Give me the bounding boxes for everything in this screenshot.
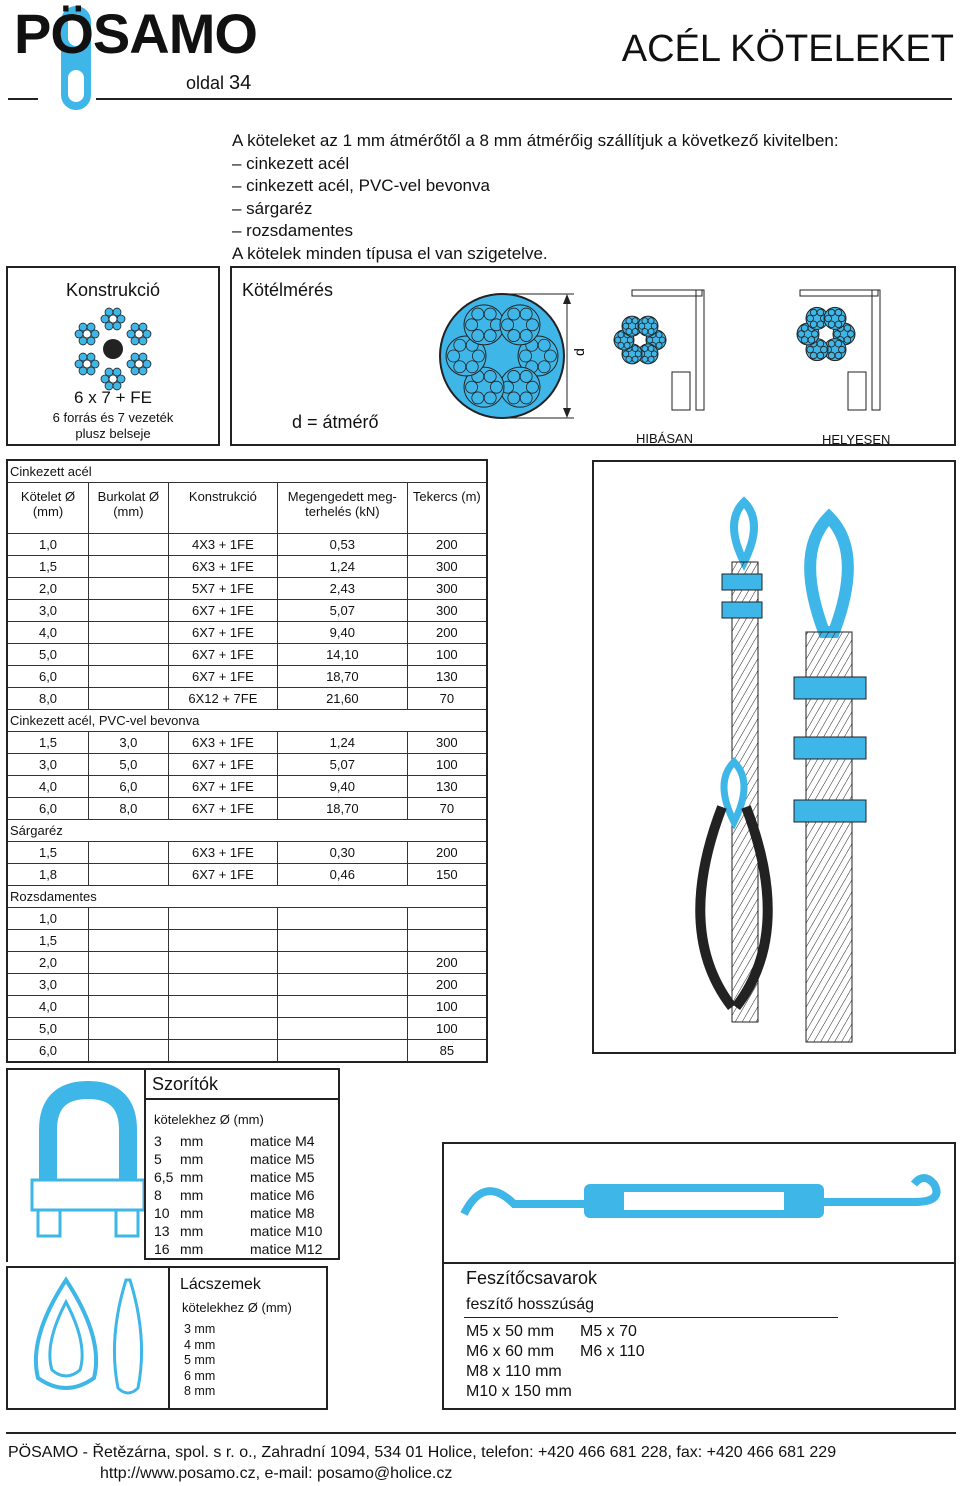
table-cell [89,622,169,644]
measure-box [230,266,956,446]
column-header: Burkolat Ø (mm) [89,483,169,534]
turnbuckles-subtitle: feszítő hosszúság [466,1296,595,1313]
table-cell: 14,10 [278,644,408,666]
clamp-cell: matice M8 [250,1205,315,1221]
table-row [7,534,487,556]
table-cell [278,1018,408,1040]
rope-diameter-icon [402,288,622,428]
table-cell: 85 [407,1040,487,1063]
thimble-size: 4 mm [184,1337,216,1352]
table-cell [168,974,277,996]
table-header-row [7,483,487,534]
table-cell: 5,0 [89,754,169,776]
table-cell [278,1040,408,1063]
table-cell: 21,60 [278,688,408,710]
table-cell: 100 [407,996,487,1018]
table-cell: 6,0 [7,1040,89,1063]
table-cell [168,930,277,952]
table-cell: 0,46 [278,864,408,886]
table-cell: 200 [407,842,487,864]
table-cell: 6X7 + 1FE [168,776,277,798]
table-row [7,908,487,930]
table-row [7,930,487,952]
turnbuckle-illustration-box [442,1142,956,1264]
clamps-title-box [144,1068,340,1100]
footer-line-2: http://www.posamo.cz, e-mail: posamo@holice.cz [100,1465,453,1482]
clamp-cell: 13 [154,1223,170,1239]
clamp-cell: 5 [154,1151,162,1167]
clamp-row [154,1168,340,1186]
table-row [7,1018,487,1040]
clamp-cell: matice M10 [250,1223,323,1239]
table-cell [89,600,169,622]
table-cell [278,930,408,952]
table-row [7,666,487,688]
table-cell: 18,70 [278,798,408,820]
table-cell: 6X3 + 1FE [168,842,277,864]
table-cell: 150 [407,864,487,886]
turnbuckles-list [466,1322,670,1402]
table-cell: 6X7 + 1FE [168,754,277,776]
clamp-row [154,1132,340,1150]
right-label: HELYESEN [822,432,891,447]
construction-desc-2: plusz belseje [75,426,151,441]
table-cell [89,974,169,996]
wire-clamp-icon [8,1070,146,1262]
clamp-cell: mm [180,1187,204,1203]
clamp-cell: 8 [154,1187,162,1203]
section-label: Cinkezett acél [10,464,92,479]
table-cell: 3,0 [7,974,89,996]
table-cell: 4X3 + 1FE [168,534,277,556]
table-cell: 5,0 [7,1018,89,1040]
intro-line: – sárgaréz [232,198,313,218]
clamp-row [154,1150,340,1168]
table-cell: 8,0 [7,688,89,710]
wrong-label: HIBÁSAN [636,431,694,446]
table-row [7,842,487,864]
table-cell: 0,30 [278,842,408,864]
table-cell: 3,0 [7,754,89,776]
intro-line: A kötelek minden típusa el van szigetelve. [232,243,548,263]
thimble-illustration-box [6,1266,170,1410]
rope-loop-illustration-box [592,460,956,1054]
table-cell: 6X3 + 1FE [168,556,277,578]
clamp-cell: mm [180,1151,204,1167]
clamp-cell: mm [180,1205,204,1221]
table-row [7,578,487,600]
table-cell: 300 [407,556,487,578]
table-cell: 5,0 [7,644,89,666]
clamps-list [154,1132,340,1258]
table-cell [278,952,408,974]
table-cell: 4,0 [7,622,89,644]
table-cell: 6X7 + 1FE [168,798,277,820]
table-cell: 3,0 [89,732,169,754]
table-cell [168,1018,277,1040]
table-cell: 300 [407,732,487,754]
rope-section-icon [38,304,188,394]
measure-caption: d = átmérő [292,412,379,432]
table-row [7,798,487,820]
table-cell [89,666,169,688]
table-cell [278,974,408,996]
intro-line: A köteleket az 1 mm átmérőtől a 8 mm átmérőig szállítjuk a következő kivitelben: [232,131,839,150]
column-header: Konstrukció [168,483,277,534]
table-cell: 6X7 + 1FE [168,666,277,688]
header-rule [96,98,952,100]
table-cell: 200 [407,974,487,996]
rope-spec-table [6,459,488,1063]
section-label: Cinkezett acél, PVC-vel bevonva [7,710,487,732]
intro-text [232,130,839,265]
table-cell: 130 [407,776,487,798]
thimble-size: 8 mm [184,1384,216,1398]
construction-desc-1: 6 forrás és 7 vezeték [52,410,174,425]
thimble-icon [8,1268,168,1408]
table-cell: 6X7 + 1FE [168,644,277,666]
table-cell [168,1040,277,1063]
diameter-label: d [571,348,587,356]
table-cell [89,1018,169,1040]
table-cell: 4,0 [7,776,89,798]
table-cell [168,952,277,974]
table-cell: 70 [407,798,487,820]
table-cell [89,996,169,1018]
table-cell: 6X3 + 1FE [168,732,277,754]
table-row [7,622,487,644]
table-row [7,864,487,886]
table-row [7,776,487,798]
turnbuckle-row [466,1382,670,1402]
table-cell: 5,07 [278,600,408,622]
clamp-row [154,1222,340,1240]
table-section-row [7,886,487,908]
clamps-box [144,1098,340,1260]
table-cell [89,930,169,952]
intro-line: – cinkezett acél, PVC-vel bevonva [232,176,490,195]
clamp-row [154,1240,340,1258]
page-number: 34 [229,72,252,94]
caliper-wrong-icon [592,286,712,426]
intro-line: – rozsdamentes [232,221,353,240]
logo-text: PÖSAMO [14,2,257,65]
table-cell: 100 [407,1018,487,1040]
construction-formula: 6 x 7 + FE [74,388,152,407]
header-rule-left [8,98,38,100]
table-cell: 300 [407,600,487,622]
table-cell: 6X7 + 1FE [168,600,277,622]
clamp-cell: matice M12 [250,1241,323,1257]
table-cell [89,688,169,710]
table-cell: 100 [407,754,487,776]
table-cell: 6X7 + 1FE [168,864,277,886]
table-cell [89,864,169,886]
table-cell [278,908,408,930]
caliper-right-icon [780,286,900,426]
thimble-size: 6 mm [184,1368,216,1383]
table-row [7,688,487,710]
page-title: ACÉL KÖTELEKET [621,28,954,70]
table-cell: 3,0 [7,600,89,622]
table-cell [407,908,487,930]
clamp-row [154,1186,340,1204]
table-cell: 5X7 + 1FE [168,578,277,600]
clamp-cell: 16 [154,1241,170,1257]
table-cell [168,996,277,1018]
clamp-cell: 6,5 [154,1169,174,1185]
table-cell [89,556,169,578]
turnbuckles-title: Feszítőcsavarok [466,1268,598,1288]
clamp-row [154,1204,340,1222]
table-cell [407,930,487,952]
table-cell: 4,0 [7,996,89,1018]
intro-line: – cinkezett acél [232,153,350,173]
table-cell: 300 [407,578,487,600]
table-cell: 1,8 [7,864,89,886]
table-section-row [7,460,487,483]
table-cell: 8,0 [89,798,169,820]
clamp-illustration [6,1068,146,1262]
clamps-title: Szorítók [152,1074,219,1094]
table-cell [89,952,169,974]
turnbuckle-cell: M6 x 110 [580,1343,645,1360]
table-cell [89,908,169,930]
table-cell: 9,40 [278,622,408,644]
clamp-cell: 3 [154,1133,162,1149]
table-row [7,952,487,974]
footer-line-1: PÖSAMO - Řetězárna, spol. s r. o., Zahradní 1094, 534 01 Holice, telefon: +420 466 681 228, fax: +420 466 681 229 [8,1444,837,1461]
table-cell [89,644,169,666]
table-row [7,754,487,776]
section-label: Sárgaréz [7,820,487,842]
table-cell [278,996,408,1018]
table-cell [89,842,169,864]
table-cell: 130 [407,666,487,688]
table-cell [89,1040,169,1063]
section-label: Rozsdamentes [7,886,487,908]
table-cell: 1,5 [7,732,89,754]
table-cell [89,578,169,600]
turnbuckle-cell: M5 x 50 mm [466,1323,555,1340]
measure-title: Kötélmérés [242,280,334,300]
table-row [7,644,487,666]
table-row [7,732,487,754]
table-cell: 2,0 [7,578,89,600]
turnbuckle-cell: M10 x 150 mm [466,1383,572,1400]
turnbuckle-icon [444,1144,954,1262]
table-cell: 5,07 [278,754,408,776]
table-row [7,996,487,1018]
column-header: Kötelet Ø (mm) [7,483,89,534]
thimbles-subtitle: kötelekhez Ø (mm) [182,1300,292,1315]
table-cell: 1,0 [7,908,89,930]
table-cell: 200 [407,622,487,644]
clamp-cell: mm [180,1241,204,1257]
turnbuckles-subtitle-rule [464,1317,838,1318]
turnbuckle-cell: M6 x 60 mm [466,1343,555,1360]
clamp-cell: 10 [154,1205,170,1221]
table-cell: 1,24 [278,732,408,754]
construction-box [6,266,220,446]
thimble-size: 3 mm [184,1322,216,1336]
table-cell: 2,43 [278,578,408,600]
table-row [7,556,487,578]
table-cell: 1,0 [7,534,89,556]
clamp-cell: matice M5 [250,1169,315,1185]
table-row [7,600,487,622]
table-cell: 200 [407,534,487,556]
table-cell: 0,53 [278,534,408,556]
table-section-row [7,820,487,842]
table-cell: 200 [407,952,487,974]
clamp-cell: mm [180,1133,204,1149]
column-header: Megengedett meg- terhelés (kN) [278,483,408,534]
page-label: oldal [186,73,225,93]
page-indicator [186,72,251,95]
table-cell: 70 [407,688,487,710]
table-cell: 1,5 [7,842,89,864]
turnbuckle-cell: M5 x 70 [580,1323,637,1340]
table-cell [89,534,169,556]
clamps-subtitle: kötelekhez Ø (mm) [154,1112,264,1127]
column-header: Tekercs (m) [407,483,487,534]
table-row [7,974,487,996]
table-cell: 18,70 [278,666,408,688]
table-cell: 9,40 [278,776,408,798]
table-cell: 1,5 [7,930,89,952]
table-cell: 1,24 [278,556,408,578]
table-cell: 1,5 [7,556,89,578]
clamp-cell: mm [180,1223,204,1239]
rope-loop-illustration [594,462,954,1052]
table-cell: 6X7 + 1FE [168,622,277,644]
table-row [7,1040,487,1063]
footer-rule [6,1432,956,1434]
turnbuckle-row [466,1322,670,1342]
clamp-cell: mm [180,1169,204,1185]
table-cell: 6,0 [7,666,89,688]
table-cell: 6,0 [89,776,169,798]
table-cell: 100 [407,644,487,666]
construction-title: Konstrukció [65,280,161,300]
table-cell [168,908,277,930]
thimbles-box [168,1266,328,1410]
turnbuckles-box [442,1262,956,1410]
thimbles-list [184,1322,215,1400]
clamp-cell: matice M6 [250,1187,315,1203]
turnbuckle-row [466,1342,670,1362]
table-cell: 6,0 [7,798,89,820]
turnbuckle-row [466,1362,670,1382]
table-cell: 6X12 + 7FE [168,688,277,710]
clamp-cell: matice M4 [250,1133,315,1149]
thimbles-title: Lácszemek [180,1276,261,1293]
turnbuckle-cell: M8 x 110 mm [466,1363,562,1380]
thimble-size: 5 mm [184,1353,216,1367]
table-section-row [7,710,487,732]
clamp-cell: matice M5 [250,1151,315,1167]
table-cell: 2,0 [7,952,89,974]
